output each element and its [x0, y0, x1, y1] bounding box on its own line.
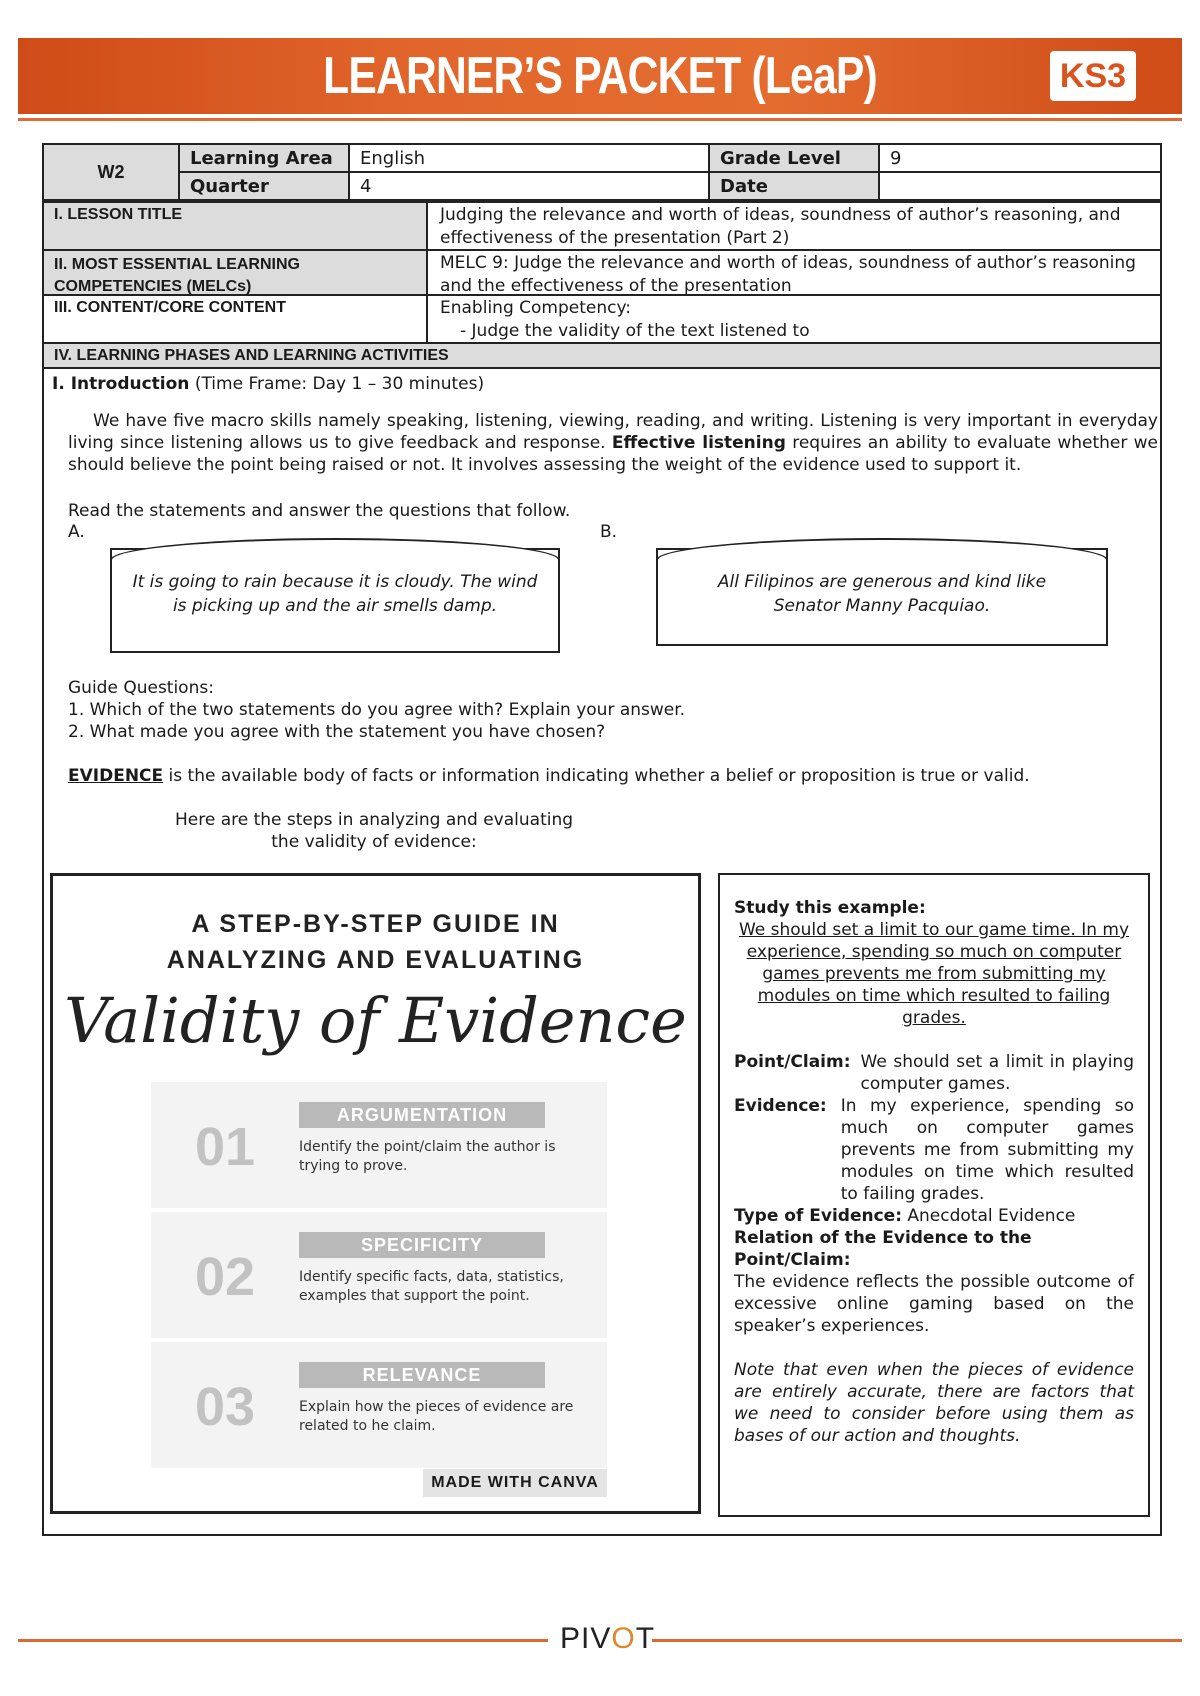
example-quote: We should set a limit to our game time. In my experience, spending so much on computer games prevents me from submitting my modules on time which resulted to failing grades.	[738, 920, 1130, 1028]
quarter-value: 4	[349, 172, 709, 200]
evidence-definition	[68, 765, 1030, 787]
guide-title	[53, 906, 698, 978]
melc-row	[44, 251, 1160, 296]
point-claim-label: Point/Claim:	[734, 1052, 851, 1072]
banner-title: LEARNER’S PACKET (LeaP)	[323, 47, 877, 105]
intro-paragraph	[68, 410, 1158, 476]
statement-a-scroll	[110, 548, 560, 653]
enabling-label: Enabling Competency:	[440, 298, 632, 318]
guide-script-title: Validity of Evidence	[64, 984, 687, 1057]
intro-heading	[52, 373, 484, 395]
footer-line-right	[652, 1639, 1182, 1642]
steps-intro	[114, 809, 634, 853]
steps-intro-line-2: the validity of evidence:	[271, 832, 477, 852]
ks3-badge: KS3	[1050, 51, 1136, 101]
evidence-definition-text: is the available body of facts or information indicating whether a belief or proposition is true or valid.	[168, 766, 1030, 786]
relation-label: Relation of the Evidence to the Point/Claim:	[734, 1228, 1032, 1270]
intro-label: I. Introduction	[52, 374, 190, 394]
statement-a-label: A.	[68, 522, 85, 542]
guide-title-line-2: ANALYZING AND EVALUATING	[166, 946, 585, 974]
footer-line-left	[18, 1639, 548, 1642]
guide-question-1: 1. Which of the two statements do you agree with? Explain your answer.	[68, 700, 686, 720]
evidence-label: Evidence:	[734, 1096, 827, 1116]
example-heading: Study this example:	[734, 898, 926, 918]
grade-level-value: 9	[879, 144, 1161, 172]
intro-paragraph-part-a: We have five macro skills namely speaking, listening, viewing, reading, and writing. Listening is very important in everyday living since listening allows us to give feedback and response.	[68, 411, 1158, 453]
banner-divider	[18, 118, 1182, 121]
made-with-canva-label: MADE WITH CANVA	[423, 1469, 607, 1497]
type-label: Type of Evidence:	[734, 1206, 902, 1226]
step-number: 03	[195, 1377, 256, 1437]
lesson-title-label: I. LESSON TITLE	[44, 203, 428, 249]
statement-b-text: All Filipinos are generous and kind like Senator Manny Pacquiao.	[717, 572, 1047, 616]
content-row	[44, 296, 1160, 344]
lesson-title-row	[44, 203, 1160, 251]
effective-listening-term: Effective listening	[611, 433, 786, 453]
step-heading: RELEVANCE	[299, 1362, 545, 1388]
guide-question-2: 2. What made you agree with the statement you have chosen?	[68, 722, 606, 742]
evidence-term: EVIDENCE	[68, 766, 164, 786]
relation-value: The evidence reflects the possible outcome of excessive online gaming based on the speaker’s experiences.	[734, 1272, 1134, 1336]
step-description: Identify the point/claim the author is trying to prove.	[299, 1139, 556, 1174]
learning-area-value: English	[349, 144, 709, 172]
date-label: Date	[709, 172, 879, 200]
point-claim-value: We should set a limit in playing computer games.	[860, 1052, 1134, 1094]
type-of-evidence	[734, 1205, 1134, 1227]
header-info-table	[42, 143, 1162, 201]
content-value	[430, 296, 1160, 342]
step-description: Explain how the pieces of evidence are related to he claim.	[299, 1399, 574, 1434]
week-label: W2	[43, 144, 179, 200]
statement-b-scroll	[656, 548, 1108, 646]
statement-b-label: B.	[600, 522, 618, 542]
type-value: Anecdotal Evidence	[907, 1206, 1076, 1226]
date-value	[879, 172, 1161, 200]
step-card-2	[151, 1212, 607, 1338]
intro-time: (Time Frame: Day 1 – 30 minutes)	[194, 374, 485, 394]
validity-guide-infographic	[50, 873, 701, 1514]
guide-questions-heading: Guide Questions:	[68, 678, 214, 698]
example-box	[718, 873, 1150, 1517]
step-number: 01	[195, 1117, 256, 1177]
guide-title-line-1: A STEP-BY-STEP GUIDE IN	[191, 910, 560, 938]
intro-paragraph-part-b: requires an ability to evaluate whether we should believe the point being raised or not. It involves assessing the weight of the evidence used to support it.	[68, 433, 1159, 475]
pivot-logo	[560, 1622, 656, 1656]
point-claim-row	[734, 1051, 1134, 1095]
pivot-logo-text-b: O	[611, 1622, 636, 1655]
pivot-logo-text-c: T	[635, 1622, 656, 1655]
statement-a-text: It is going to rain because it is cloudy. The wind is picking up and the air smells damp.	[132, 572, 538, 616]
steps-intro-line-1: Here are the steps in analyzing and evaluating	[174, 810, 574, 830]
step-card-1	[151, 1082, 607, 1208]
step-card-3	[151, 1342, 607, 1468]
evidence-row	[734, 1095, 1134, 1205]
enabling-value: - Judge the validity of the text listened to	[460, 321, 810, 341]
lesson-title-value: Judging the relevance and worth of ideas, soundness of author’s reasoning, and effectiveness of the presentation (Part 2)	[440, 205, 1121, 248]
evidence-value: In my experience, spending so much on computer games prevents me from submitting my modules on time which resulted to failing grades.	[840, 1096, 1134, 1204]
learning-area-label: Learning Area	[179, 144, 349, 172]
step-heading: SPECIFICITY	[299, 1232, 545, 1258]
read-prompt: Read the statements and answer the questions that follow.	[68, 501, 571, 521]
phases-heading: IV. LEARNING PHASES AND LEARNING ACTIVITIES	[44, 344, 1160, 369]
grade-level-label: Grade Level	[709, 144, 879, 172]
pivot-logo-text-a: PIV	[560, 1622, 612, 1655]
quarter-label: Quarter	[179, 172, 349, 200]
content-label: III. CONTENT/CORE CONTENT	[44, 296, 428, 342]
melc-label: II. MOST ESSENTIAL LEARNING COMPETENCIES (MELCs)	[44, 251, 428, 294]
example-note: Note that even when the pieces of evidence are entirely accurate, there are factors that we need to consider before using them as bases of our action and thoughts.	[734, 1360, 1134, 1446]
step-heading: ARGUMENTATION	[299, 1102, 545, 1128]
step-number: 02	[195, 1247, 256, 1307]
header-banner	[18, 38, 1182, 114]
step-description: Identify specific facts, data, statistics, examples that support the point.	[299, 1269, 564, 1304]
melc-value: MELC 9: Judge the relevance and worth of ideas, soundness of author’s reasoning and the effectiveness of the presentation	[440, 253, 1136, 296]
